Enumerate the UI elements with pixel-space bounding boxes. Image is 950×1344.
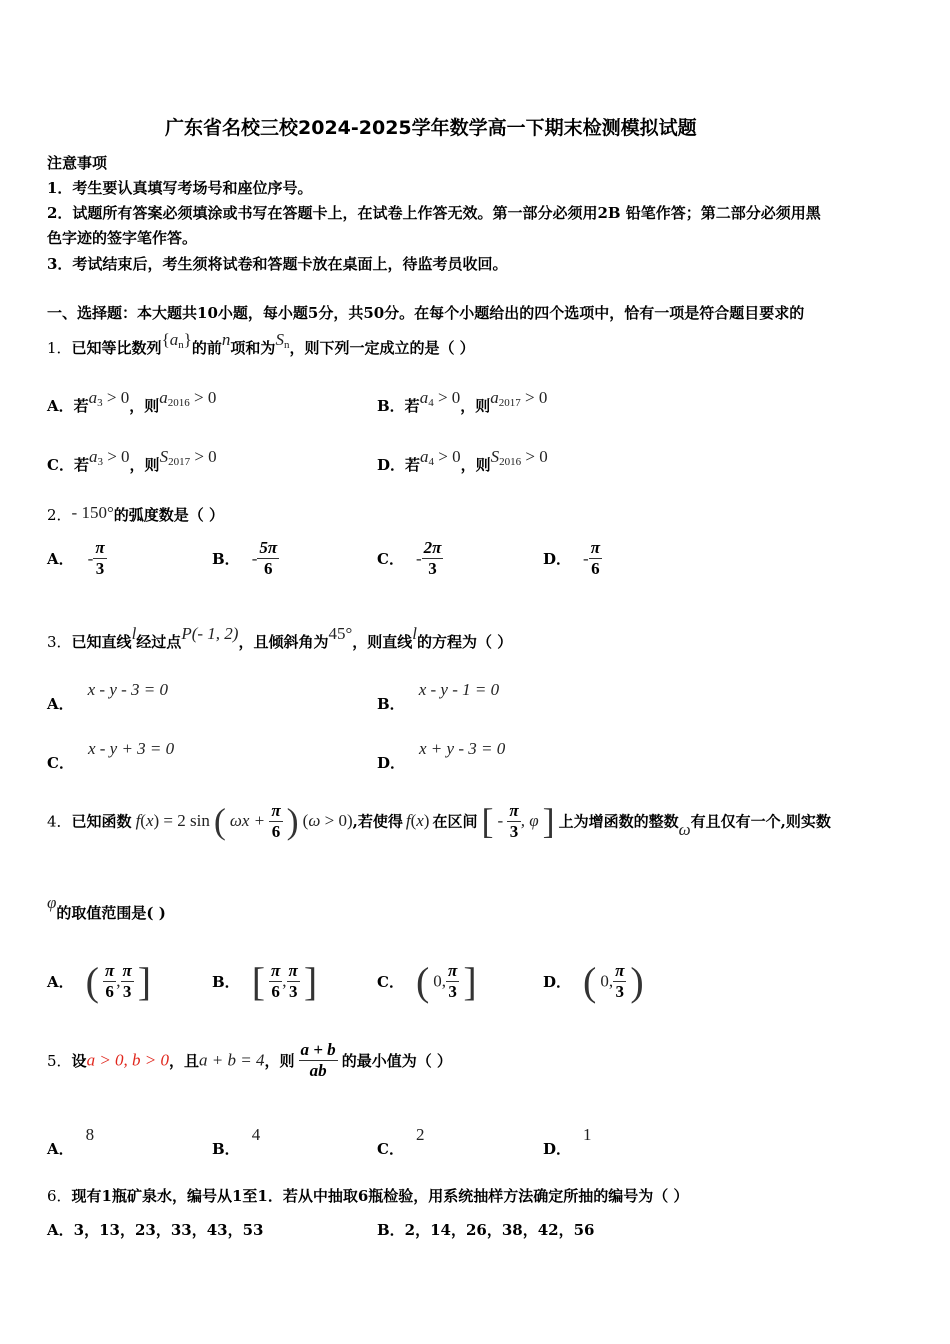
q4-option-c[interactable]: C． ( 0, $\frac{\pi}{3}$ ] xyxy=(377,959,477,1004)
question-5: 5．设a > 0, b > 0，且a + b = 4，则 $\frac{a + b}{ab}$ 的最小值为（ ） xyxy=(47,1040,452,1080)
q3-option-d[interactable]: D．x + y - 3 = 0 xyxy=(377,739,506,772)
section-heading: 一、选择题：本大题共10小题，每小题5分，共50分。在每个小题给出的四个选项中，恰有一项是符合题目要求的 xyxy=(47,304,805,322)
q2-option-b[interactable]: B． - $\frac{5\pi}{6}$ xyxy=(212,538,278,578)
q5-option-b[interactable]: B．4 xyxy=(212,1125,261,1158)
q6-option-b[interactable]: B．2，14，26，38，42，56 xyxy=(377,1221,595,1239)
q1-option-c[interactable]: C．若$a_3 > 0$，则$S_{2017} > 0$ xyxy=(47,447,217,474)
notice-heading: 注意事项 xyxy=(47,154,108,172)
question-4: 4．已知函数 f(x) = 2 sin ( ωx + $\frac{\pi}{6}$ ) (ω > 0),若使得 f(x) 在区间 [ - $\frac{\pi}{3}$ , φ ] 上为增函数的整数ω有且仅有一个,则实数 xyxy=(47,800,831,841)
q4-continuation: φ的取值范围是( ) xyxy=(47,893,166,922)
q3-option-a[interactable]: A．x - y - 3 = 0 xyxy=(47,680,169,713)
q5-option-d[interactable]: D．1 xyxy=(543,1125,592,1158)
q2-option-d[interactable]: D． - $\frac{\pi}{6}$ xyxy=(543,538,600,578)
q1-option-d[interactable]: D．若$a_4 > 0$，则$S_{2016} > 0$ xyxy=(377,447,548,474)
question-6: 6．现有1瓶矿泉水，编号从1至1．若从中抽取6瓶检验，用系统抽样方法确定所抽的编号为（ ） xyxy=(47,1187,689,1205)
q5-option-c[interactable]: C．2 xyxy=(377,1125,425,1158)
q6-option-a[interactable]: A．3，13，23，33，43，53 xyxy=(47,1221,264,1239)
q5-option-a[interactable]: A．8 xyxy=(47,1125,95,1158)
notice-item-1: 1．考生要认真填写考场号和座位序号。 xyxy=(47,179,313,197)
question-2: 2．- 150°的弧度数是（ ） xyxy=(47,503,224,524)
q3-option-c[interactable]: C．x - y + 3 = 0 xyxy=(47,739,175,772)
question-3: 3．已知直线l经过点P(- 1, 2)，且倾斜角为45°，则直线l的方程为（ ） xyxy=(47,624,513,651)
q1-option-a[interactable]: A．若$a_3 > 0$，则$a_{2016} > 0$ xyxy=(47,388,217,415)
q1-option-b[interactable]: B．若$a_4 > 0$，则$a_{2017} > 0$ xyxy=(377,388,548,415)
q2-option-a[interactable]: A． - $\frac{\pi}{3}$ xyxy=(47,538,105,578)
notice-item-2: 2．试题所有答案必须填涂或书写在答题卡上，在试卷上作答无效。第一部分必须用2B 铅笔作答；第二部分必须用黑 xyxy=(47,204,821,222)
q4-option-b[interactable]: B． [ $\frac{\pi}{6}$ , $\frac{\pi}{3}$ ] xyxy=(212,959,318,1004)
question-1: 1．已知等比数列$\{a_n\}$的前n项和为$S_n$，则下列一定成立的是（ ） xyxy=(47,330,475,357)
q3-option-b[interactable]: B．x - y - 1 = 0 xyxy=(377,680,500,713)
notice-item-2-cont: 色字迹的签字笔作答。 xyxy=(47,229,198,247)
q4-option-a[interactable]: A． ( $\frac{\pi}{6}$ , $\frac{\pi}{3}$ ] xyxy=(47,959,152,1004)
q4-option-d[interactable]: D． ( 0, $\frac{\pi}{3}$ ) xyxy=(543,959,644,1004)
notice-item-3: 3．考试结束后，考生须将试卷和答题卡放在桌面上，待监考员收回。 xyxy=(47,255,508,273)
page-title: 广东省名校三校2024-2025学年数学高一下期末检测模拟试题 xyxy=(165,117,697,139)
q2-option-c[interactable]: C． - $\frac{2\pi}{3}$ xyxy=(377,538,442,578)
